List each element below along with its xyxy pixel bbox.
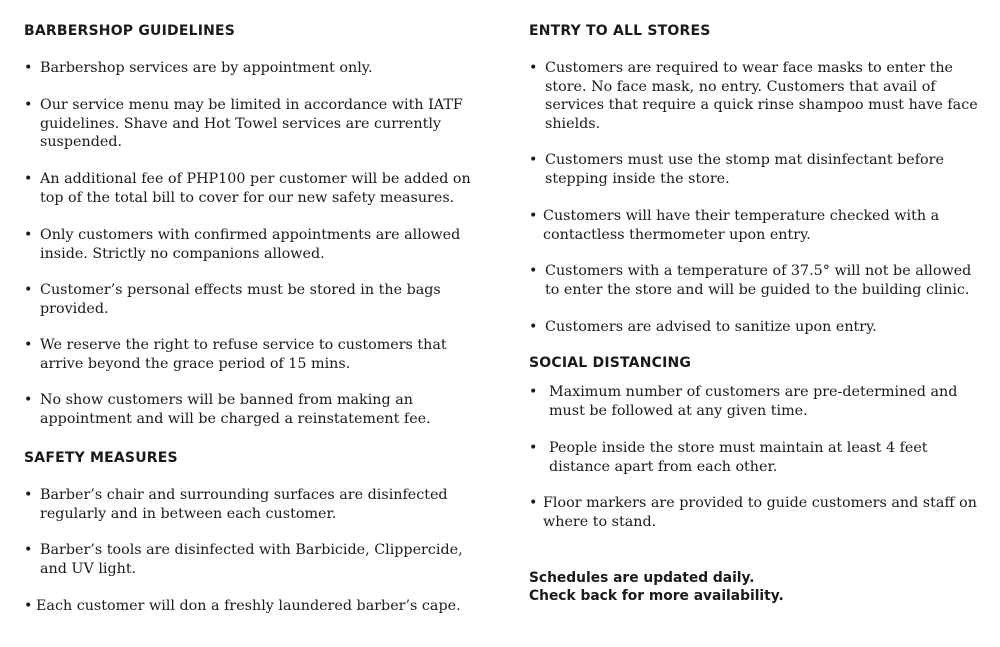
bullet-icon: • (529, 440, 538, 456)
barbershop-guidelines-title: BARBERSHOP GUIDELINES (24, 23, 236, 39)
list-item: • Customers with a temperature of 37.5° will not be allowed to enter the store and will be guided to the building clinic. (529, 263, 972, 298)
list-item: • Barbershop services are by appointment only. (24, 60, 373, 76)
bullet-icon: • (529, 495, 538, 511)
list-item: • No show customers will be banned from making an appointment and will be charged a reinstatement fee. (24, 392, 431, 427)
bullet-icon: • (529, 208, 538, 224)
schedule-note-line1: Schedules are updated daily. (529, 570, 755, 586)
bullet-icon: • (24, 282, 33, 298)
bullet-icon: • (24, 487, 33, 503)
bullet-icon: • (529, 263, 538, 279)
bullet-icon: • (24, 598, 33, 614)
safety-measures-title: SAFETY MEASURES (24, 450, 178, 466)
bullet-icon: • (24, 171, 33, 187)
bullet-icon: • (529, 384, 538, 400)
entry-to-all-stores-title: ENTRY TO ALL STORES (529, 23, 711, 39)
list-item: • Floor markers are provided to guide customers and staff on where to stand. (529, 495, 977, 530)
bullet-icon: • (24, 227, 33, 243)
list-item: • Customer’s personal effects must be stored in the bags provided. (24, 282, 441, 317)
list-item: • Each customer will don a freshly laundered barber’s cape. (24, 598, 461, 614)
list-item: • Maximum number of customers are pre-determined and must be followed at any given time. (529, 384, 958, 419)
bullet-icon: • (24, 392, 33, 408)
list-item: • Customers must use the stomp mat disinfectant before stepping inside the store. (529, 152, 944, 187)
schedule-note-line2: Check back for more availability. (529, 588, 784, 604)
list-item: • People inside the store must maintain at least 4 feet distance apart from each other. (529, 440, 928, 475)
bullet-icon: • (529, 60, 538, 76)
list-item: • We reserve the right to refuse service to customers that arrive beyond the grace period of 15 mins. (24, 337, 447, 372)
list-item: • Barber’s tools are disinfected with Barbicide, Clippercide, and UV light. (24, 542, 463, 577)
bullet-icon: • (529, 152, 538, 168)
bullet-icon: • (24, 60, 33, 76)
list-item: • Customers will have their temperature checked with a contactless thermometer upon entry. (529, 208, 940, 243)
list-item: • Our service menu may be limited in accordance with IATF guidelines. Shave and Hot Towel services are currently suspended. (24, 97, 463, 150)
bullet-icon: • (24, 97, 33, 113)
bullet-icon: • (24, 337, 33, 353)
list-item: • An additional fee of PHP100 per customer will be added on top of the total bill to cover for our new safety measures. (24, 171, 471, 206)
list-item: • Customers are advised to sanitize upon entry. (529, 319, 877, 335)
list-item: • Barber’s chair and surrounding surfaces are disinfected regularly and in between each customer. (24, 487, 448, 522)
list-item: • Only customers with confirmed appointments are allowed inside. Strictly no companions allowed. (24, 227, 461, 262)
social-distancing-title: SOCIAL DISTANCING (529, 355, 692, 371)
list-item: • Customers are required to wear face masks to enter the store. No face mask, no entry. Customers that avail of services that require a quick rinse shampoo must have face shields. (529, 60, 978, 132)
bullet-icon: • (529, 319, 538, 335)
bullet-icon: • (24, 542, 33, 558)
